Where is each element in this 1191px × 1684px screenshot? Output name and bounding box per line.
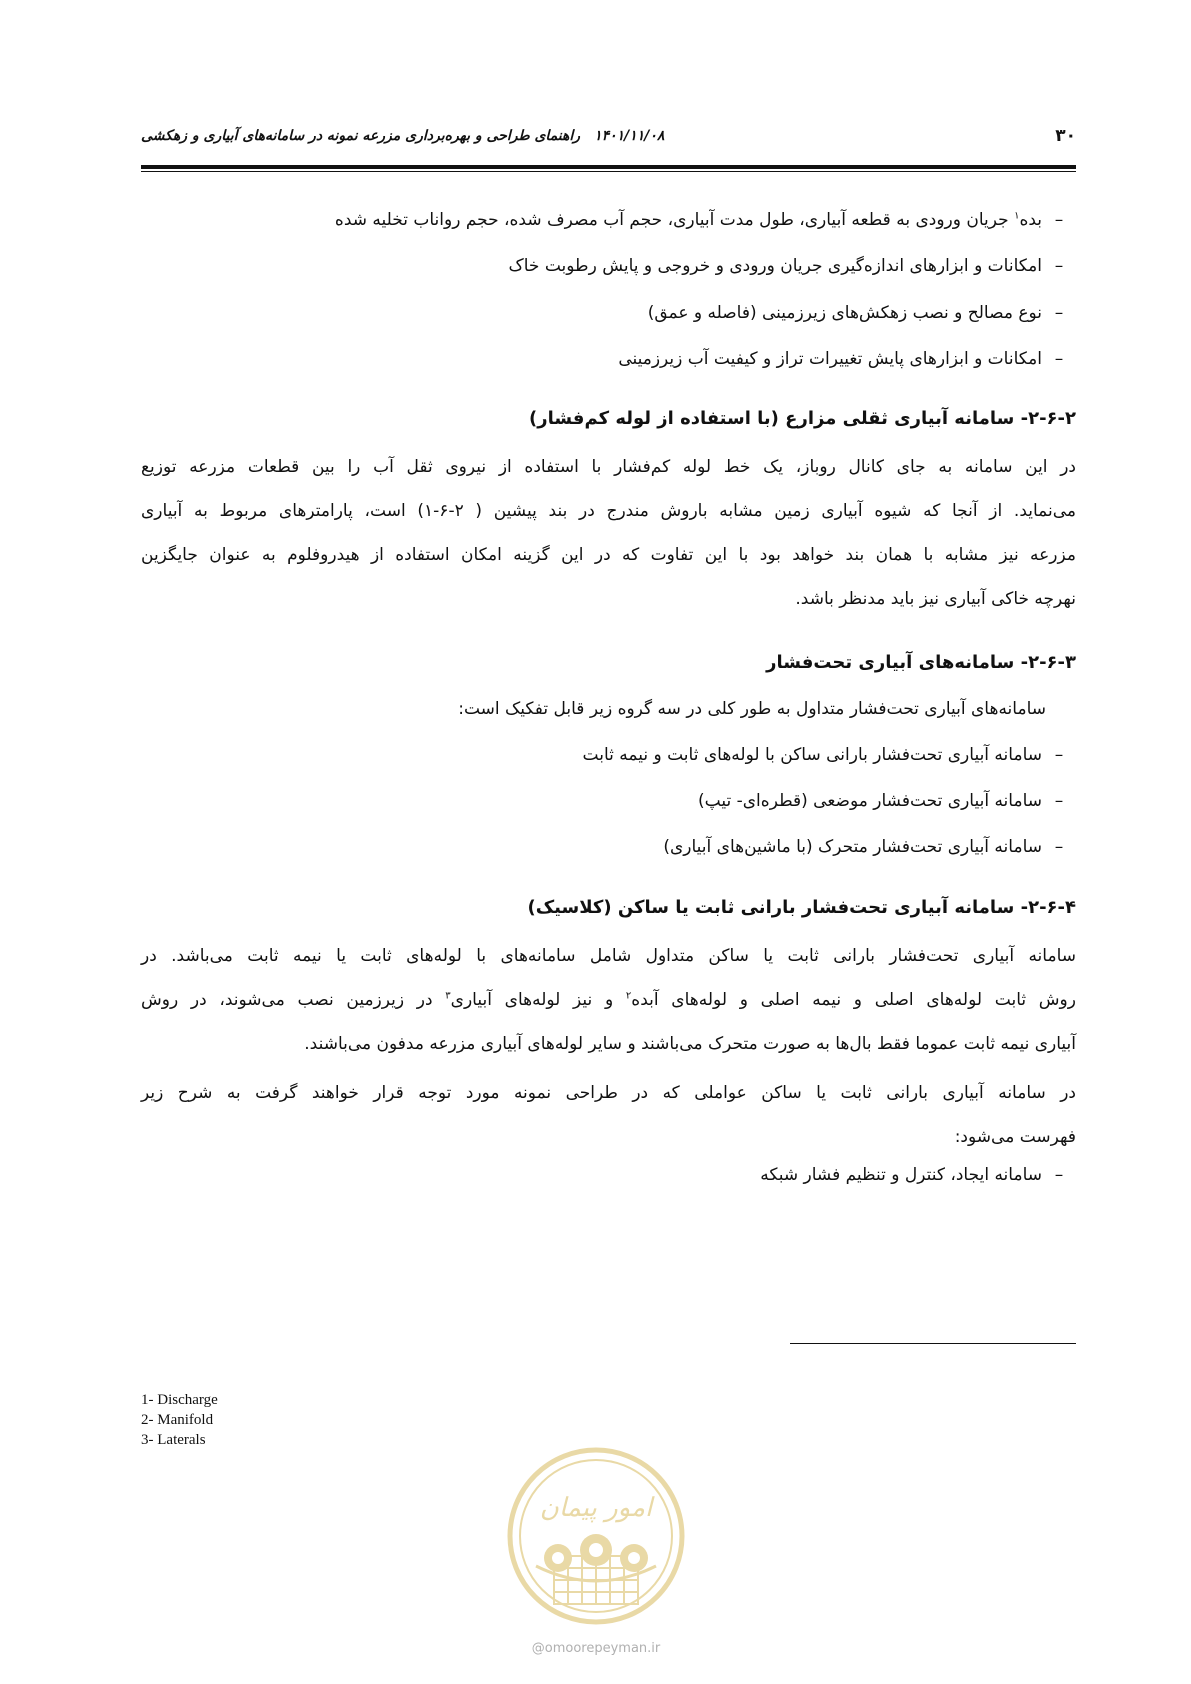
intro-text: سامانه‌های آبیاری تحت‌فشار متداول به طور کلی در سه گروه زیر قابل تفکیک است: xyxy=(458,699,1046,719)
list-item xyxy=(698,789,1076,813)
text-run: در زیرزمین نصب می‌شوند، در روش xyxy=(141,990,446,1010)
paragraph-line xyxy=(141,978,1076,1022)
list-item xyxy=(509,254,1076,278)
dash-bullet: – xyxy=(1054,349,1064,369)
list-item-text: نوع مصالح و نصب زهکش‌های زیرزمینی (فاصله و عمق) xyxy=(647,303,1042,323)
footnote: 1- Discharge xyxy=(141,1392,218,1408)
paragraph-line: فهرست می‌شود: xyxy=(954,1127,1076,1147)
list-item-text: بده xyxy=(1019,210,1042,230)
footnote-ref: ۲ xyxy=(625,990,632,1002)
logo-text: امور پیمان xyxy=(539,1493,653,1523)
dash-bullet: – xyxy=(1054,837,1064,857)
dash-bullet: – xyxy=(1054,210,1064,230)
paragraph-line: در سامانه آبیاری بارانی ثابت یا ساکن عواملی که در طراحی نمونه مورد توجه قرار خواهند گرفت به شرح زیر xyxy=(141,1083,1076,1103)
dash-bullet: – xyxy=(1054,745,1064,765)
list-item-text: امکانات و ابزارهای پایش تغییرات تراز و کیفیت آب زیرزمینی xyxy=(618,349,1042,369)
header-rule-thin xyxy=(141,171,1076,172)
list-item xyxy=(618,347,1076,371)
list-item xyxy=(663,835,1076,859)
paragraph xyxy=(141,1071,1076,1159)
section-heading: ۲-۶-۳- سامانه‌های آبیاری تحت‌فشار xyxy=(766,652,1076,673)
list-item xyxy=(583,743,1076,767)
watermark-text: @omoorepeyman.ir xyxy=(531,1641,661,1656)
section-heading: ۲-۶-۲- سامانه آبیاری ثقلی مزارع (با استفاده از لوله کم‌فشار) xyxy=(529,408,1076,429)
header-rule-thick xyxy=(141,165,1076,169)
page-number: ۳۰ xyxy=(1055,126,1076,146)
footnote-ref: ۱ xyxy=(1014,210,1020,222)
paragraph-line: نهرچه خاکی آبیاری نیز باید مدنظر باشد. xyxy=(795,589,1076,609)
list-item-text: امکانات و ابزارهای اندازه‌گیری جریان ورودی و خروجی و پایش رطوبت خاک xyxy=(508,256,1042,276)
list-item-text: سامانه ایجاد، کنترل و تنظیم فشار شبکه xyxy=(760,1165,1042,1185)
footnote-ref: ۳ xyxy=(445,990,451,1002)
dash-bullet: – xyxy=(1054,791,1064,811)
paragraph xyxy=(141,445,1076,621)
footnote: 2- Manifold xyxy=(141,1412,214,1428)
text-run: روش ثابت لوله‌های اصلی و نیمه اصلی و لوله‌های آبده xyxy=(631,990,1076,1010)
dash-bullet: – xyxy=(1054,303,1064,323)
list-item xyxy=(760,1163,1076,1187)
list-item xyxy=(648,301,1076,325)
publisher-logo-icon xyxy=(506,1446,686,1626)
list-item-text: سامانه آبیاری تحت‌فشار موضعی (قطره‌ای- تیپ) xyxy=(698,791,1042,811)
header-date: ۱۴۰۱/۱۱/۰۸ xyxy=(594,128,665,144)
footnote: 3- Laterals xyxy=(141,1432,206,1448)
footnote-rule xyxy=(790,1343,1076,1344)
dash-bullet: – xyxy=(1054,1165,1064,1185)
page-header xyxy=(141,122,1076,152)
paragraph-line: در این سامانه به جای کانال روباز، یک خط لوله کم‌فشار با استفاده از نیروی ثقل آب را بین قطعات مزرعه توزیع xyxy=(141,457,1076,477)
list-item-text: سامانه آبیاری تحت‌فشار متحرک (با ماشین‌های آبیاری) xyxy=(663,837,1042,857)
text-run: و نیز لوله‌های آبیاری xyxy=(450,990,626,1010)
paragraph xyxy=(141,934,1076,1066)
paragraph-line: مزرعه نیز مشابه با همان بند خواهد بود با این تفاوت که در این گزینه امکان استفاده از هیدروفلوم به عنوان جایگزین xyxy=(141,545,1076,565)
running-title xyxy=(141,128,664,144)
dash-bullet: – xyxy=(1054,256,1064,276)
paragraph-line: می‌نماید. از آنجا که شیوه آبیاری زمین مشابه باروش مندرج در بند پیشین ( ۲-۶-۱) است، پارامترهای مربوط به آبیاری xyxy=(141,501,1076,521)
paragraph-line: آبیاری نیمه ثابت عموما فقط بال‌ها به صورت متحرک می‌باشند و سایر لوله‌های آبیاری مزرعه مدفون می‌باشند. xyxy=(304,1034,1076,1054)
header-title: راهنمای طراحی و بهره‌برداری مزرعه نمونه در سامانه‌های آبیاری و زهکشی xyxy=(141,128,581,144)
list-item-text-rest: جریان ورودی به قطعه آبیاری، طول مدت آبیاری، حجم آب مصرف شده، حجم رواناب تخلیه شده xyxy=(334,210,1015,230)
list-item-text: سامانه آبیاری تحت‌فشار بارانی ساکن با لوله‌های ثابت و نیمه ثابت xyxy=(582,745,1042,765)
list-item xyxy=(335,208,1076,232)
paragraph-line: سامانه آبیاری تحت‌فشار بارانی ثابت یا ساکن متداول شامل سامانه‌های با لوله‌های ثابت یا نیمه ثابت می‌باشد. در xyxy=(141,946,1076,966)
section-heading: ۲-۶-۴- سامانه آبیاری تحت‌فشار بارانی ثابت یا ساکن (کلاسیک) xyxy=(527,897,1076,918)
